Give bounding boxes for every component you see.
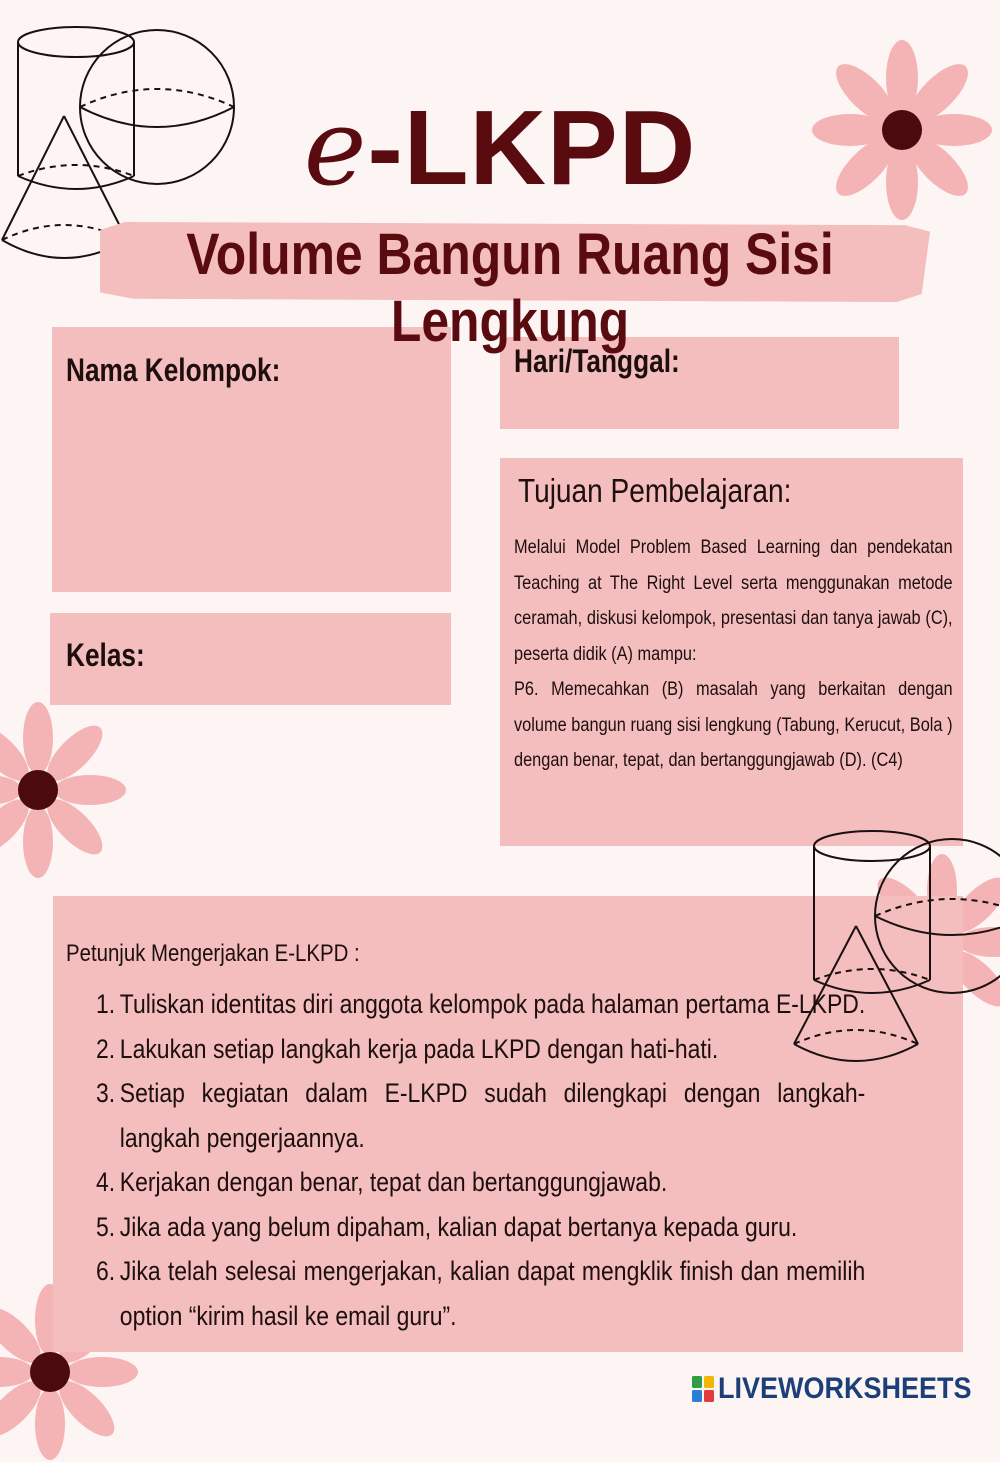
tujuan-text bbox=[514, 530, 953, 779]
step-text: Kerjakan dengan benar, tepat dan bertanggungjawab. bbox=[119, 1167, 668, 1197]
liveworksheets-logo[interactable] bbox=[692, 1372, 1000, 1406]
petunjuk-title: Petunjuk Mengerjakan E-LKPD : bbox=[66, 940, 360, 967]
step-number: 5. bbox=[96, 1211, 116, 1242]
list-item bbox=[96, 982, 865, 1027]
flower-icon-left-middle bbox=[0, 700, 128, 880]
liveworksheets-logo-icon bbox=[692, 1376, 714, 1402]
page-title bbox=[0, 86, 1000, 209]
tujuan-paragraph-2: P6. Memecahkan (B) masalah yang berkaitan dengan volume bangun ruang sisi lengkung (Tabung, Kerucut, Bola ) dengan benar, tepat, dan bertanggungjawab (D). (C4) bbox=[514, 679, 953, 771]
step-text: Setiap kegiatan dalam E-LKPD sudah dilengkapi dengan langkah-langkah pengerjaannya. bbox=[119, 1078, 866, 1153]
page-title-e: e bbox=[303, 86, 368, 209]
step-text: Jika telah selesai mengerjakan, kalian dapat mengklik finish dan memilih option “kirim hasil ke email guru”. bbox=[119, 1256, 866, 1331]
step-number: 3. bbox=[96, 1078, 116, 1108]
liveworksheets-logo-text: LIVEWORKSHEETS bbox=[718, 1372, 972, 1405]
step-number: 6. bbox=[96, 1256, 116, 1286]
step-text: Tuliskan identitas diri anggota kelompok pada halaman pertama E-LKPD. bbox=[119, 989, 866, 1019]
list-item bbox=[96, 1027, 865, 1072]
page-title-rest: -LKPD bbox=[367, 89, 697, 207]
list-item bbox=[96, 1249, 865, 1338]
petunjuk-steps bbox=[96, 982, 865, 1338]
kelas-label: Kelas: bbox=[66, 637, 145, 673]
step-number: 4. bbox=[96, 1167, 116, 1197]
step-number: 2. bbox=[96, 1033, 116, 1064]
hari-tanggal-label: Hari/Tanggal: bbox=[514, 343, 680, 379]
list-item bbox=[96, 1071, 865, 1160]
tujuan-paragraph-1: Melalui Model Problem Based Learning dan pendekatan Teaching at The Right Level serta menggunakan metode ceramah, diskusi kelompok, presentasi dan tanya jawab (C), peserta didik (A) mampu: bbox=[514, 537, 953, 665]
list-item bbox=[96, 1205, 865, 1250]
page-subtitle: Volume Bangun Ruang Sisi Lengkung bbox=[186, 222, 834, 354]
step-text: Lakukan setiap langkah kerja pada LKPD dengan hati-hati. bbox=[119, 1033, 719, 1064]
step-number: 1. bbox=[96, 989, 116, 1019]
step-text: Jika ada yang belum dipaham, kalian dapat bertanya kepada guru. bbox=[119, 1211, 798, 1242]
list-item bbox=[96, 1160, 865, 1205]
tujuan-title: Tujuan Pembelajaran: bbox=[518, 472, 792, 509]
nama-kelompok-label: Nama Kelompok: bbox=[66, 352, 281, 388]
